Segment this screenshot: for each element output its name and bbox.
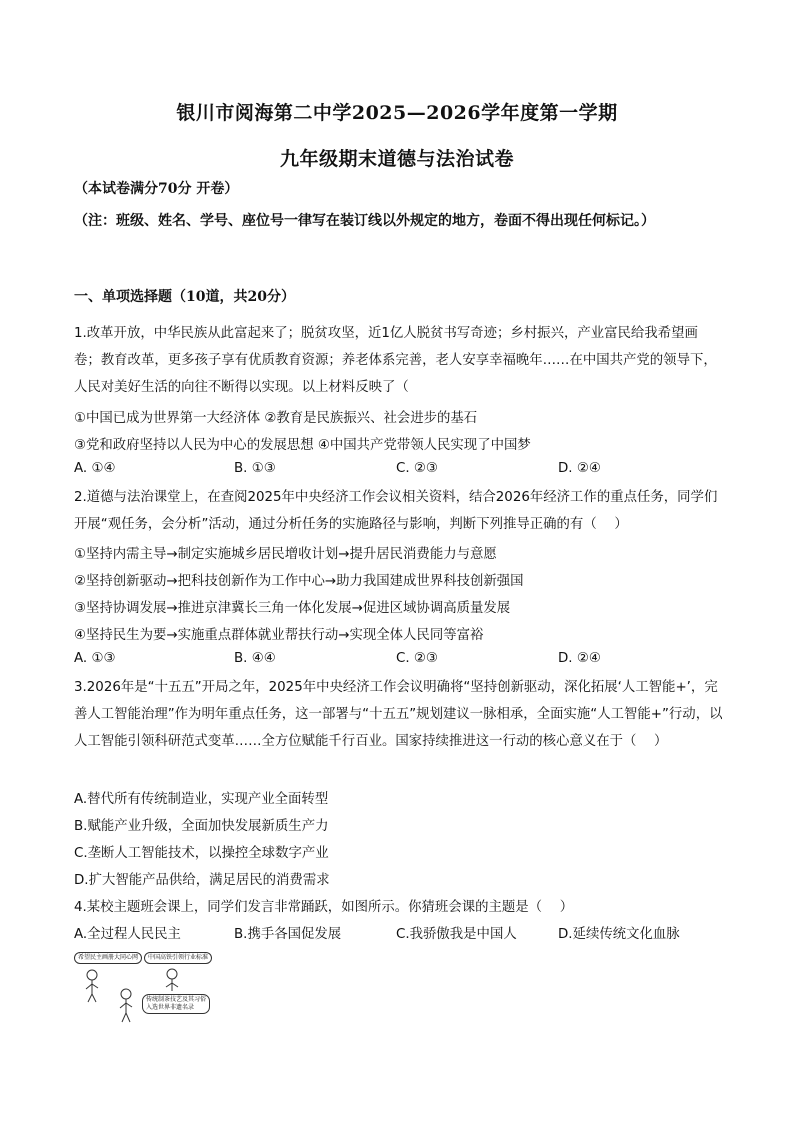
question-4-figure	[74, 950, 214, 1030]
option-b[interactable]: B.赋能产业升级，全面加快发展新质生产力	[74, 819, 329, 834]
option-b[interactable]: B. ④④	[234, 651, 276, 666]
option-a[interactable]: A. ①④	[74, 461, 116, 476]
exam-title: 银川市阅海第二中学2025—2026学年度第一学期	[176, 102, 618, 124]
question-2-statement: ④坚持民生为要→实施重点群体就业帮扶行动→实现全体人民同等富裕	[74, 628, 484, 643]
speech-bubble: 希望民主画册大同心网	[74, 952, 142, 964]
option-c[interactable]: C. ②③	[396, 461, 438, 476]
option-a[interactable]: A. ①③	[74, 651, 116, 666]
option-d[interactable]: D. ②④	[558, 461, 601, 476]
question-1-statement: ①中国已成为世界第一大经济体 ②教育是民族振兴、社会进步的基石	[74, 411, 478, 426]
speech-bubble: 传统制茶技艺及其习俗入选世界非遗名录	[142, 994, 210, 1014]
question-1-statement: ③党和政府坚持以人民为中心的发展思想 ④中国共产党带领人民实现了中国梦	[74, 438, 531, 453]
student-illustration	[74, 950, 214, 1030]
option-d[interactable]: D. ②④	[558, 651, 601, 666]
option-b[interactable]: B. ①③	[234, 461, 276, 476]
section-heading: 一、单项选择题（10道，共20分）	[74, 289, 295, 305]
score-note: （本试卷满分70分 开卷）	[74, 181, 239, 197]
option-c[interactable]: C.垄断人工智能技术，以操控全球数字产业	[74, 846, 329, 861]
instruction-note: （注：班级、姓名、学号、座位号一律写在装订线以外规定的地方，卷面不得出现任何标记。）	[74, 213, 655, 229]
option-d[interactable]: D.延续传统文化血脉	[558, 927, 680, 942]
question-2-stem: 2.道德与法治课堂上，在查阅2025年中央经济工作会议相关资料，结合2026年经济工作的重点任务，同学们开展“观任务，会分析”活动，通过分析任务的实施路径与影响，判断下列推导正确的有（ ）	[74, 490, 718, 532]
option-c[interactable]: C. ②③	[396, 651, 438, 666]
option-a[interactable]: A.全过程人民民主	[74, 927, 181, 942]
student-figure	[166, 969, 178, 991]
option-a[interactable]: A.替代所有传统制造业，实现产业全面转型	[74, 792, 329, 807]
student-figure	[120, 989, 132, 1022]
student-figure	[86, 970, 98, 1002]
option-d[interactable]: D.扩大智能产品供给，满足居民的消费需求	[74, 873, 330, 888]
exam-subtitle: 九年级期末道德与法治试卷	[279, 148, 514, 170]
question-4-stem: 4.某校主题班会课上，同学们发言非常踊跃，如图所示。你猜班会课的主题是（ ）	[74, 900, 574, 915]
option-b[interactable]: B.携手各国促发展	[234, 927, 342, 942]
question-3-stem: 3.2026年是“十五五”开局之年，2025年中央经济工作会议明确将“坚持创新驱动，深化拓展‘人工智能+’，完善人工智能治理”作为明年重点任务，这一部署与“十五五”规划建议一脉相承，全面实施“人工智能+”行动，以人工智能引领科研范式变革……全方位赋能千行百业。国家持续推进这一行动的核心意义在于（ ）	[74, 680, 723, 749]
speech-bubble: 中国高铁引领行业标准	[144, 952, 212, 964]
question-2-statement: ①坚持内需主导→制定实施城乡居民增收计划→提升居民消费能力与意愿	[74, 547, 497, 562]
question-1-stem: 1.改革开放，中华民族从此富起来了；脱贫攻坚，近1亿人脱贫书写奇迹；乡村振兴，产业富民给我希望画卷；教育改革，更多孩子享有优质教育资源；养老体系完善，老人安享幸福晚年……在中国共产党的领导下，人民对美好生活的向往不断得以实现。以上材料反映了（	[74, 326, 717, 395]
option-c[interactable]: C.我骄傲我是中国人	[396, 927, 517, 942]
question-2-statement: ③坚持协调发展→推进京津冀长三角一体化发展→促进区域协调高质量发展	[74, 601, 511, 616]
question-2-statement: ②坚持创新驱动→把科技创新作为工作中心→助力我国建成世界科技创新强国	[74, 574, 524, 589]
